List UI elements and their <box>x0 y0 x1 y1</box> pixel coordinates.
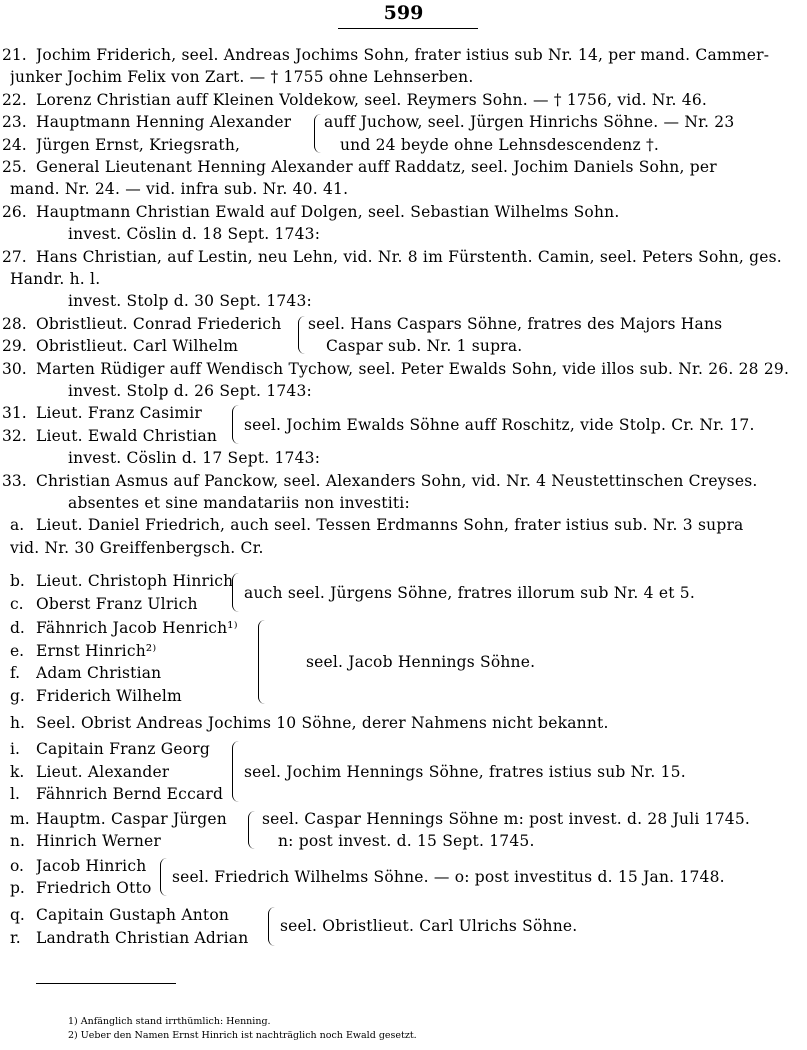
entry-text: absentes et sine mandatariis non investiti: <box>68 494 410 512</box>
entry-text: Hauptmann Christian Ewald auf Dolgen, seel. Sebastian Wilhelms Sohn. <box>36 202 620 221</box>
entry-text: Hans Christian, auf Lestin, neu Lehn, vid. Nr. 8 im Fürstenth. Camin, seel. Peters Sohn, ges. <box>36 247 782 266</box>
entry-number: 32. <box>2 426 27 445</box>
entry-number: 25. <box>2 158 27 176</box>
entry-number: h. <box>10 713 25 732</box>
entry-number: i. <box>10 740 20 759</box>
entry-number: b. <box>10 572 25 591</box>
grouping-brace <box>160 858 167 896</box>
entry-text: Hinrich Werner <box>36 832 162 851</box>
entry-number: o. <box>10 856 24 875</box>
group-text: n: post invest. d. 15 Sept. 1745. <box>278 832 535 851</box>
group-text: und 24 beyde ohne Lehnsdescendenz †. <box>340 135 660 154</box>
entry-text: invest. Cöslin d. 18 Sept. 1743: <box>68 225 321 244</box>
grouping-brace <box>298 316 305 354</box>
header-rule <box>338 28 478 29</box>
grouping-brace <box>232 741 239 802</box>
entry-text: Hauptmann Henning Alexander <box>36 113 292 132</box>
entry-text: Hauptm. Caspar Jürgen <box>36 809 227 828</box>
entry-number: 27. <box>2 247 27 266</box>
entry-number: m. <box>10 809 30 828</box>
entry-number: 24. <box>2 135 27 154</box>
entry-text: Friderich Wilhelm <box>36 686 182 705</box>
entry-text: junker Jochim Felix von Zart. — † 1755 ohne Lehnserben. <box>10 68 474 87</box>
entry-number: a. <box>10 516 25 535</box>
entry-number: r. <box>10 928 21 947</box>
grouping-brace <box>248 811 255 849</box>
entry-text: Marten Rüdiger auff Wendisch Tychow, seel. Peter Ewalds Sohn, vide illos sub. Nr. 26. 28 29. <box>36 359 790 378</box>
entry-number: c. <box>10 594 24 613</box>
entry-text: Obristlieut. Carl Wilhelm <box>36 337 239 356</box>
entry-number: k. <box>10 762 25 781</box>
group-text: seel. Obristlieut. Carl Ulrichs Söhne. <box>280 917 578 936</box>
group-text: seel. Jochim Hennings Söhne, fratres istius sub Nr. 15. <box>244 762 686 781</box>
footnote-1: 1) Anfänglich stand irrthümlich: Henning. <box>68 1016 271 1027</box>
entry-text: Handr. h. l. <box>10 270 101 288</box>
entry-number: 22. <box>2 90 27 109</box>
group-text: auff Juchow, seel. Jürgen Hinrichs Söhne. — Nr. 23 <box>324 113 735 132</box>
footnote-rule <box>36 983 176 984</box>
entry-number: l. <box>10 785 20 804</box>
group-text: Caspar sub. Nr. 1 supra. <box>326 337 523 356</box>
entry-text: invest. Stolp d. 26 Sept. 1743: <box>68 382 312 400</box>
entry-text: Friedrich Otto <box>36 879 152 898</box>
entry-text: General Lieutenant Henning Alexander auff Raddatz, seel. Jochim Daniels Sohn, per <box>36 158 717 176</box>
entry-text: Lieut. Franz Casimir <box>36 404 203 423</box>
entry-number: 28. <box>2 314 27 333</box>
entry-text: Lieut. Ewald Christian <box>36 426 218 445</box>
grouping-brace <box>258 620 265 703</box>
entry-number: e. <box>10 641 25 660</box>
entry-text: Lieut. Daniel Friedrich, auch seel. Tessen Erdmanns Sohn, frater istius sub. Nr. 3 supra <box>36 516 744 535</box>
entry-number: 30. <box>2 359 27 378</box>
entry-text: Capitain Gustaph Anton <box>36 906 230 925</box>
entry-number: 31. <box>2 404 27 423</box>
group-text: seel. Jacob Hennings Söhne. <box>306 653 536 672</box>
entry-text: invest. Stolp d. 30 Sept. 1743: <box>68 292 312 311</box>
entry-number: q. <box>10 906 25 925</box>
entry-text: Lieut. Alexander <box>36 762 170 781</box>
entry-number: 23. <box>2 113 27 132</box>
entry-number: n. <box>10 832 25 851</box>
page-number: 599 <box>383 2 424 24</box>
entry-text: mand. Nr. 24. — vid. infra sub. Nr. 40. 41. <box>10 180 349 199</box>
grouping-brace <box>232 573 239 611</box>
entry-number: p. <box>10 879 25 898</box>
entry-number: 33. <box>2 471 27 490</box>
group-text: seel. Caspar Hennings Söhne m: post invest. d. 28 Juli 1745. <box>262 809 751 828</box>
entry-text: Fähnrich Bernd Eccard <box>36 785 224 804</box>
entry-text: Jürgen Ernst, Kriegsrath, <box>36 135 241 154</box>
group-text: seel. Friedrich Wilhelms Söhne. — o: post investitus d. 15 Jan. 1748. <box>172 868 725 887</box>
entry-number: f. <box>10 664 21 683</box>
grouping-brace <box>268 907 275 945</box>
entry-number: 21. <box>2 46 27 64</box>
entry-text: Lorenz Christian auff Kleinen Voldekow, seel. Reymers Sohn. — † 1756, vid. Nr. 46. <box>36 90 708 109</box>
entry-text: Ernst Hinrich²⁾ <box>36 641 157 660</box>
entry-text: Seel. Obrist Andreas Jochims 10 Söhne, derer Nahmens nicht bekannt. <box>36 713 609 732</box>
entry-text: vid. Nr. 30 Greiffenbergsch. Cr. <box>10 538 264 557</box>
entry-text: Landrath Christian Adrian <box>36 928 249 947</box>
entry-number: 26. <box>2 202 27 221</box>
entry-number: d. <box>10 619 25 638</box>
entry-text: Jochim Friderich, seel. Andreas Jochims Sohn, frater istius sub Nr. 14, per mand. Cammer- <box>36 46 770 64</box>
entry-text: invest. Cöslin d. 17 Sept. 1743: <box>68 449 321 468</box>
entry-text: Christian Asmus auf Panckow, seel. Alexanders Sohn, vid. Nr. 4 Neustettinschen Creyses. <box>36 471 758 490</box>
group-text: seel. Hans Caspars Söhne, fratres des Majors Hans <box>308 314 723 333</box>
entry-text: Fähnrich Jacob Henrich¹⁾ <box>36 619 238 638</box>
entry-number: g. <box>10 686 25 705</box>
grouping-brace <box>314 114 321 152</box>
entry-text: Oberst Franz Ulrich <box>36 594 198 613</box>
entry-text: Lieut. Christoph Hinrich <box>36 572 234 591</box>
group-text: seel. Jochim Ewalds Söhne auff Roschitz, vide Stolp. Cr. Nr. 17. <box>244 415 755 434</box>
entry-text: Obristlieut. Conrad Friederich <box>36 314 282 333</box>
footnote-2: 2) Ueber den Namen Ernst Hinrich ist nachträglich noch Ewald gesetzt. <box>68 1030 417 1041</box>
entry-text: Capitain Franz Georg <box>36 740 211 759</box>
entry-text: Adam Christian <box>36 664 162 683</box>
entry-number: 29. <box>2 337 27 356</box>
grouping-brace <box>232 405 239 443</box>
group-text: auch seel. Jürgens Söhne, fratres illorum sub Nr. 4 et 5. <box>244 583 695 602</box>
entry-text: Jacob Hinrich <box>36 856 147 875</box>
